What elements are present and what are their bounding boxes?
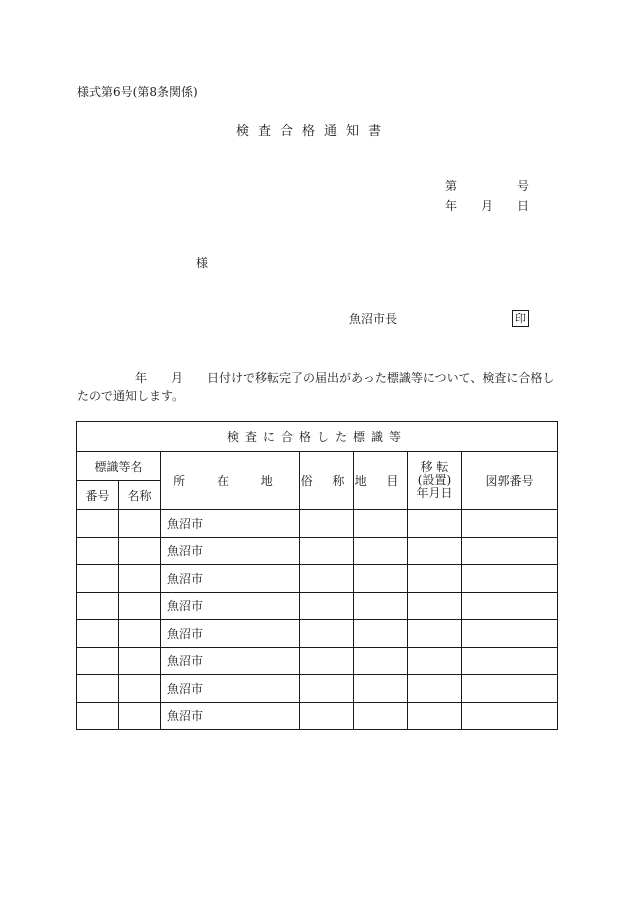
body-line1-text: 日付けで移転完了の届出があった標識等について、検査に合格し [207, 371, 555, 385]
cell-name [119, 647, 161, 675]
cell-location: 魚沼市 [161, 702, 300, 730]
table-caption: 検査に合格した標識等 [77, 422, 558, 452]
cell-common-name [300, 620, 354, 648]
table-row [77, 510, 558, 538]
cell-land-category [354, 537, 408, 565]
cell-land-category [354, 592, 408, 620]
cell-date [408, 675, 462, 703]
cell-date [408, 620, 462, 648]
header-relocation-line3: 年月日 [416, 486, 453, 500]
cell-map-number [462, 537, 558, 565]
cell-number [77, 702, 119, 730]
header-name: 名称 [119, 481, 161, 510]
cell-location: 魚沼市 [161, 537, 300, 565]
cell-name [119, 592, 161, 620]
table-row [77, 620, 558, 648]
cell-date [408, 565, 462, 593]
issue-date-day: 日 [517, 199, 530, 213]
cell-number [77, 675, 119, 703]
cell-number [77, 620, 119, 648]
form-reference: 様式第6号(第8条関係) [77, 85, 198, 99]
cell-land-category [354, 647, 408, 675]
cell-land-category [354, 565, 408, 593]
cell-common-name [300, 565, 354, 593]
cell-date [408, 537, 462, 565]
cell-location: 魚沼市 [161, 510, 300, 538]
header-relocation-date [408, 452, 462, 510]
document-title: 検査合格通知書 [236, 124, 391, 139]
cell-common-name [300, 537, 354, 565]
cell-map-number [462, 592, 558, 620]
cell-map-number [462, 565, 558, 593]
header-relocation-line2: (設置) [417, 473, 452, 487]
cell-common-name [300, 510, 354, 538]
cell-name [119, 620, 161, 648]
issue-date-month: 月 [481, 199, 494, 213]
issue-number-suffix: 号 [517, 179, 530, 193]
cell-common-name [300, 592, 354, 620]
cell-number [77, 510, 119, 538]
cell-land-category [354, 702, 408, 730]
cell-location: 魚沼市 [161, 675, 300, 703]
table-body [77, 510, 558, 730]
body-year: 年 [135, 371, 148, 385]
cell-common-name [300, 702, 354, 730]
cell-name [119, 675, 161, 703]
body-line2-text: たので通知します。 [77, 389, 185, 403]
cell-land-category [354, 510, 408, 538]
cell-name [119, 565, 161, 593]
cell-map-number [462, 510, 558, 538]
cell-name [119, 510, 161, 538]
header-common-name: 俗 称 [300, 452, 354, 510]
table-row [77, 675, 558, 703]
table-row [77, 537, 558, 565]
cell-location: 魚沼市 [161, 620, 300, 648]
cell-date [408, 510, 462, 538]
header-location: 所 在 地 [161, 452, 300, 510]
table-row [77, 592, 558, 620]
header-map-number: 図郭番号 [462, 452, 558, 510]
table-row [77, 702, 558, 730]
cell-land-category [354, 675, 408, 703]
cell-map-number [462, 675, 558, 703]
cell-location: 魚沼市 [161, 647, 300, 675]
header-relocation-line1: 移 転 [420, 460, 449, 474]
cell-date [408, 592, 462, 620]
sender-name: 魚沼市長 [349, 312, 398, 326]
cell-date [408, 702, 462, 730]
notice-body [77, 369, 557, 405]
cell-date [408, 647, 462, 675]
cell-name [119, 702, 161, 730]
cell-number [77, 592, 119, 620]
inspection-table [76, 421, 558, 730]
cell-number [77, 647, 119, 675]
cell-location: 魚沼市 [161, 565, 300, 593]
cell-common-name [300, 647, 354, 675]
table-row [77, 565, 558, 593]
cell-map-number [462, 702, 558, 730]
issue-date-year: 年 [445, 199, 458, 213]
cell-map-number [462, 620, 558, 648]
header-number: 番号 [77, 481, 119, 510]
body-month: 月 [171, 371, 184, 385]
seal-mark: 印 [512, 310, 529, 327]
header-sign-name: 標識等名 [77, 452, 161, 481]
cell-land-category [354, 620, 408, 648]
cell-number [77, 537, 119, 565]
cell-common-name [300, 675, 354, 703]
issue-number-prefix: 第 [445, 179, 458, 193]
cell-location: 魚沼市 [161, 592, 300, 620]
cell-number [77, 565, 119, 593]
header-land-category: 地 目 [354, 452, 408, 510]
table-row [77, 647, 558, 675]
cell-map-number [462, 647, 558, 675]
recipient-suffix: 様 [196, 256, 209, 270]
cell-name [119, 537, 161, 565]
